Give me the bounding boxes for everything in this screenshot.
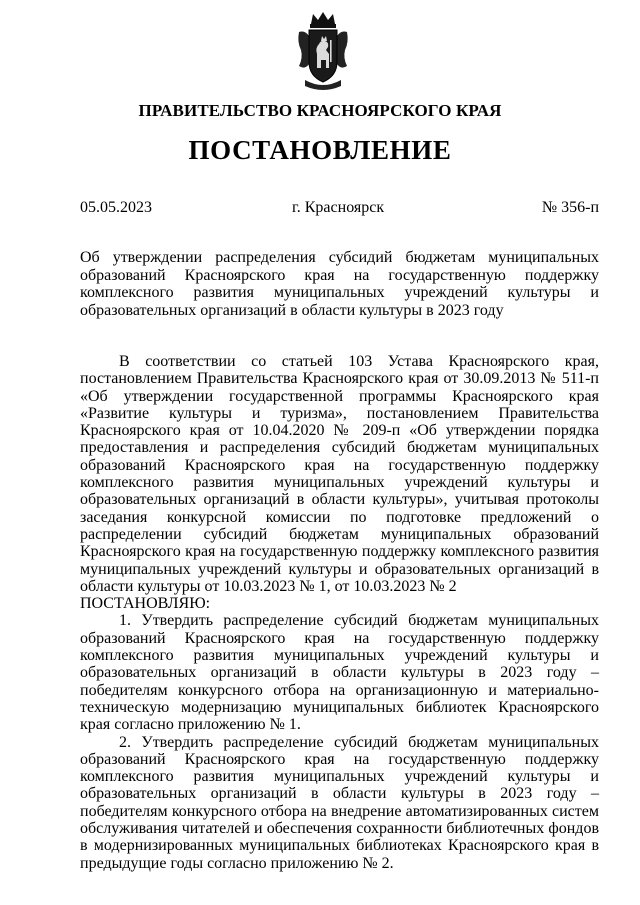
government-name: ПРАВИТЕЛЬСТВО КРАСНОЯРСКОГО КРАЯ: [138, 101, 502, 120]
document-city: г. Красноярск: [292, 199, 385, 216]
document-body: [80, 353, 599, 872]
document-title: Об утверждении распределения субсидий бюджетам муниципальных образований Красноярского края на государственную поддержку комплексного развития муниципальных учреждений культуры и образовательных организаций в области культуры в 2023 году: [80, 249, 599, 319]
preamble-paragraph: В соответствии со статьей 103 Устава Красноярского края, постановлением Правительства Красноярского края от 30.09.2013 № 511-п «Об утверждении государственной программы Красноярского края «Развитие культуры и туризма», постановлением Правительства Красноярского края от 10.04.2020 № 209-п «Об утверждении порядка предоставления и распределения субсидий бюджетам муниципальных образований Красноярского края на государственную поддержку комплексного развития муниципальных учреждений культуры и образовательных организаций в области культуры», учитывая протоколы заседания конкурсной комиссии по подготовке предложений о распределении субсидий бюджетам муниципальных образований Красноярского края на государственную поддержку комплексного развития муниципальных учреждений культуры и образовательных организаций в области культуры от 10.03.2023 № 1, от 10.03.2023 № 2: [80, 353, 599, 595]
document-date: 05.05.2023: [80, 199, 152, 216]
item-2-paragraph: 2. Утвердить распределение субсидий бюджетам муниципальных образований Красноярского края на государственную поддержку комплексного развития муниципальных учреждений культуры и образовательных организаций в области культуры в 2023 году – победителям конкурсного отбора на внедрение автоматизированных систем обслуживания читателей и обеспечения сохранности библиотечных фондов в модернизированных муниципальных библиотеках Красноярского края в предыдущие годы согласно приложению № 2.: [80, 733, 599, 872]
item-1-paragraph: 1. Утвердить распределение субсидий бюджетам муниципальных образований Красноярского края на государственную поддержку комплексного развития муниципальных учреждений культуры и образовательных организаций в области культуры в 2023 году – победителям конкурсного отбора на организационную и материально-техническую модернизацию муниципальных библиотек Красноярского края согласно приложению № 1.: [80, 612, 599, 734]
document-number: № 356-п: [541, 199, 599, 216]
document-type: ПОСТАНОВЛЕНИЕ: [188, 135, 452, 165]
krasnoyarsk-coat-of-arms-icon: [295, 10, 351, 94]
resolve-word: ПОСТАНОВЛЯЮ:: [80, 595, 211, 613]
